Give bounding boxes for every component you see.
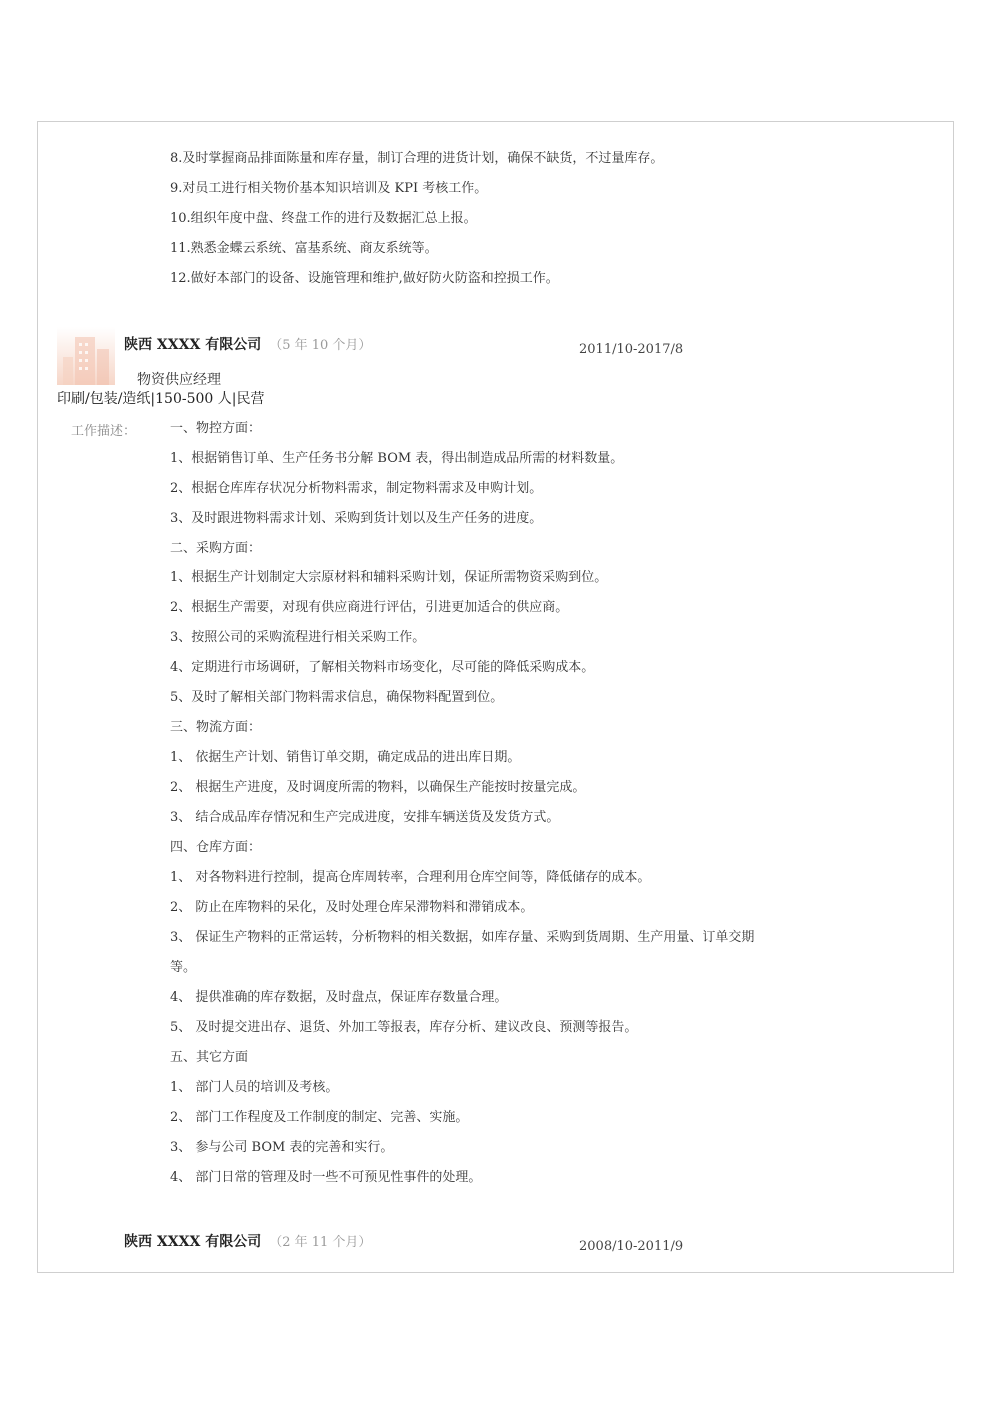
job1-desc-label: 工作描述： (71, 424, 137, 439)
job2-company-name: 陕西 XXXX 有限公司 (124, 1234, 262, 1250)
desc-line: 一、物控方面： (170, 421, 262, 436)
desc-line: 1、根据销售订单、生产任务书分解 BOM 表，得出制造成品所需的材料数量。 (170, 451, 624, 466)
job2-company (124, 1231, 371, 1251)
top-item: 10.组织年度中盘、终盘工作的进行及数据汇总上报。 (170, 211, 477, 226)
desc-line: 五、其它方面 (170, 1050, 249, 1065)
job2-duration: （2 年 11 个月） (269, 1235, 372, 1250)
job2-date: 2008/10-2011/9 (579, 1239, 684, 1254)
top-item: 9.对员工进行相关物价基本知识培训及 KPI 考核工作。 (170, 181, 488, 196)
top-item: 12.做好本部门的设备、设施管理和维护,做好防火防盗和控损工作。 (170, 271, 559, 286)
desc-line: 三、物流方面： (170, 720, 262, 735)
desc-line: 5、 及时提交进出存、退货、外加工等报表，库存分析、建议改良、预测等报告。 (170, 1020, 638, 1035)
job1-duration: （5 年 10 个月） (269, 338, 372, 353)
desc-line: 2、 防止在库物料的呆化，及时处理仓库呆滞物料和滞销成本。 (170, 900, 534, 915)
desc-line: 3、 参与公司 BOM 表的完善和实行。 (170, 1140, 394, 1155)
job1-company (124, 334, 371, 354)
desc-line: 二、采购方面： (170, 541, 262, 556)
desc-line: 2、 部门工作程度及工作制度的制定、完善、实施。 (170, 1110, 469, 1125)
top-item: 11.熟悉金蝶云系统、富基系统、商友系统等。 (170, 241, 438, 256)
desc-line: 1、 对各物料进行控制，提高仓库周转率，合理利用仓库空间等，降低储存的成本。 (170, 870, 651, 885)
job1-industry: 印刷/包装/造纸|150-500 人|民营 (57, 391, 265, 407)
desc-line: 2、 根据生产进度，及时调度所需的物料，以确保生产能按时按量完成。 (170, 780, 586, 795)
desc-line: 1、 依据生产计划、销售订单交期，确定成品的进出库日期。 (170, 750, 521, 765)
desc-line: 2、根据仓库库存状况分析物料需求，制定物料需求及申购计划。 (170, 481, 543, 496)
desc-line: 1、 部门人员的培训及考核。 (170, 1080, 339, 1095)
top-item: 8.及时掌握商品排面陈量和库存量，制订合理的进货计划，确保不缺货，不过量库存。 (170, 151, 664, 166)
desc-line: 1、根据生产计划制定大宗原材料和辅料采购计划，保证所需物资采购到位。 (170, 570, 608, 585)
desc-line: 3、按照公司的采购流程进行相关采购工作。 (170, 630, 426, 645)
job1-company-name: 陕西 XXXX 有限公司 (124, 337, 262, 353)
desc-line: 5、及时了解相关部门物料需求信息，确保物料配置到位。 (170, 690, 504, 705)
desc-line: 4、定期进行市场调研，了解相关物料市场变化，尽可能的降低采购成本。 (170, 660, 595, 675)
desc-line: 等。 (170, 960, 197, 975)
job1-date: 2011/10-2017/8 (579, 342, 684, 357)
desc-line: 3、及时跟进物料需求计划、采购到货计划以及生产任务的进度。 (170, 511, 543, 526)
company-logo-icon (57, 327, 115, 385)
desc-line: 4、 提供准确的库存数据，及时盘点，保证库存数量合理。 (170, 990, 508, 1005)
desc-line: 2、根据生产需要，对现有供应商进行评估，引进更加适合的供应商。 (170, 600, 569, 615)
desc-line: 四、仓库方面： (170, 840, 262, 855)
desc-line: 3、 保证生产物料的正常运转，分析物料的相关数据，如库存量、采购到货周期、生产用量、订单交期 (170, 930, 755, 945)
job1-position: 物资供应经理 (137, 372, 221, 388)
desc-line: 4、 部门日常的管理及时一些不可预见性事件的处理。 (170, 1170, 482, 1185)
desc-line: 3、 结合成品库存情况和生产完成进度，安排车辆送货及发货方式。 (170, 810, 560, 825)
